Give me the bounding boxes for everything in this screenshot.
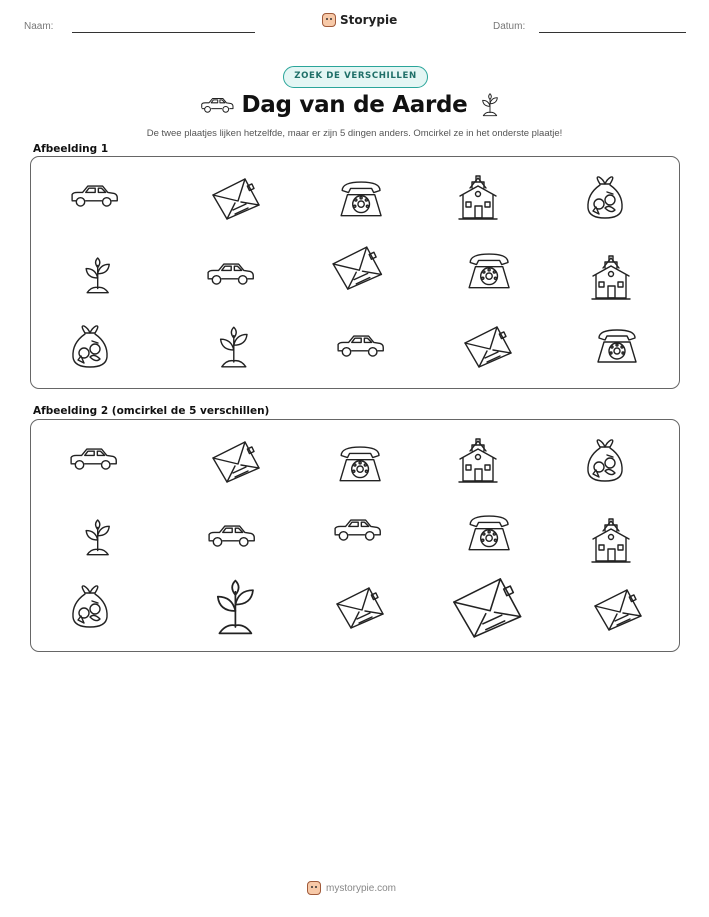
envelope-icon[interactable] [211,177,261,221]
activity-badge: ZOEK DE VERSCHILLEN [283,66,428,88]
brand-logo [322,13,397,27]
footer-url: mystorypie.com [326,882,397,894]
sprout-icon[interactable] [83,519,112,557]
picture-2-label: Afbeelding 2 (omcirkel de 5 verschillen) [33,405,270,417]
car-icon[interactable] [333,518,381,541]
envelope-icon[interactable] [463,325,513,369]
footer [307,881,396,895]
sprout-icon [480,93,500,121]
envelope-icon[interactable] [211,440,261,484]
storypie-logo-icon [307,881,321,895]
sprout-icon[interactable] [83,257,112,295]
brand-name: Storypie [340,13,398,27]
trash-bag-icon[interactable] [585,437,625,483]
car-icon[interactable] [207,524,255,547]
storypie-logo-icon [322,13,336,27]
trash-bag-icon[interactable] [70,323,110,369]
school-icon[interactable] [591,254,631,300]
telephone-icon[interactable] [466,514,512,552]
date-line [539,32,686,33]
car-icon[interactable] [336,334,384,357]
telephone-icon[interactable] [466,252,512,290]
picture-1-label: Afbeelding 1 [33,143,109,155]
telephone-icon[interactable] [338,180,384,218]
envelope-icon[interactable] [593,588,643,632]
car-icon[interactable] [70,184,118,207]
sprout-icon[interactable] [217,326,251,369]
page-title: Dag van de Aarde [241,92,468,118]
name-line [72,32,255,33]
school-icon[interactable] [458,437,498,483]
envelope-icon[interactable] [331,245,384,291]
car-icon[interactable] [69,447,117,470]
school-icon[interactable] [458,174,498,220]
telephone-icon[interactable] [337,445,383,483]
trash-bag-icon[interactable] [70,583,110,629]
envelope-icon[interactable] [335,586,385,630]
name-label: Naam: [24,21,54,32]
telephone-icon[interactable] [595,328,639,364]
trash-bag-icon[interactable] [585,174,625,220]
car-icon[interactable] [206,262,254,285]
envelope-icon[interactable] [451,576,524,640]
date-label: Datum: [493,21,526,32]
sprout-icon[interactable] [213,579,258,637]
school-icon[interactable] [591,517,631,563]
instructions: De twee plaatjes lijken hetzelfde, maar er zijn 5 dingen anders. Omcirkel ze in het onderste plaatje! [146,128,563,139]
